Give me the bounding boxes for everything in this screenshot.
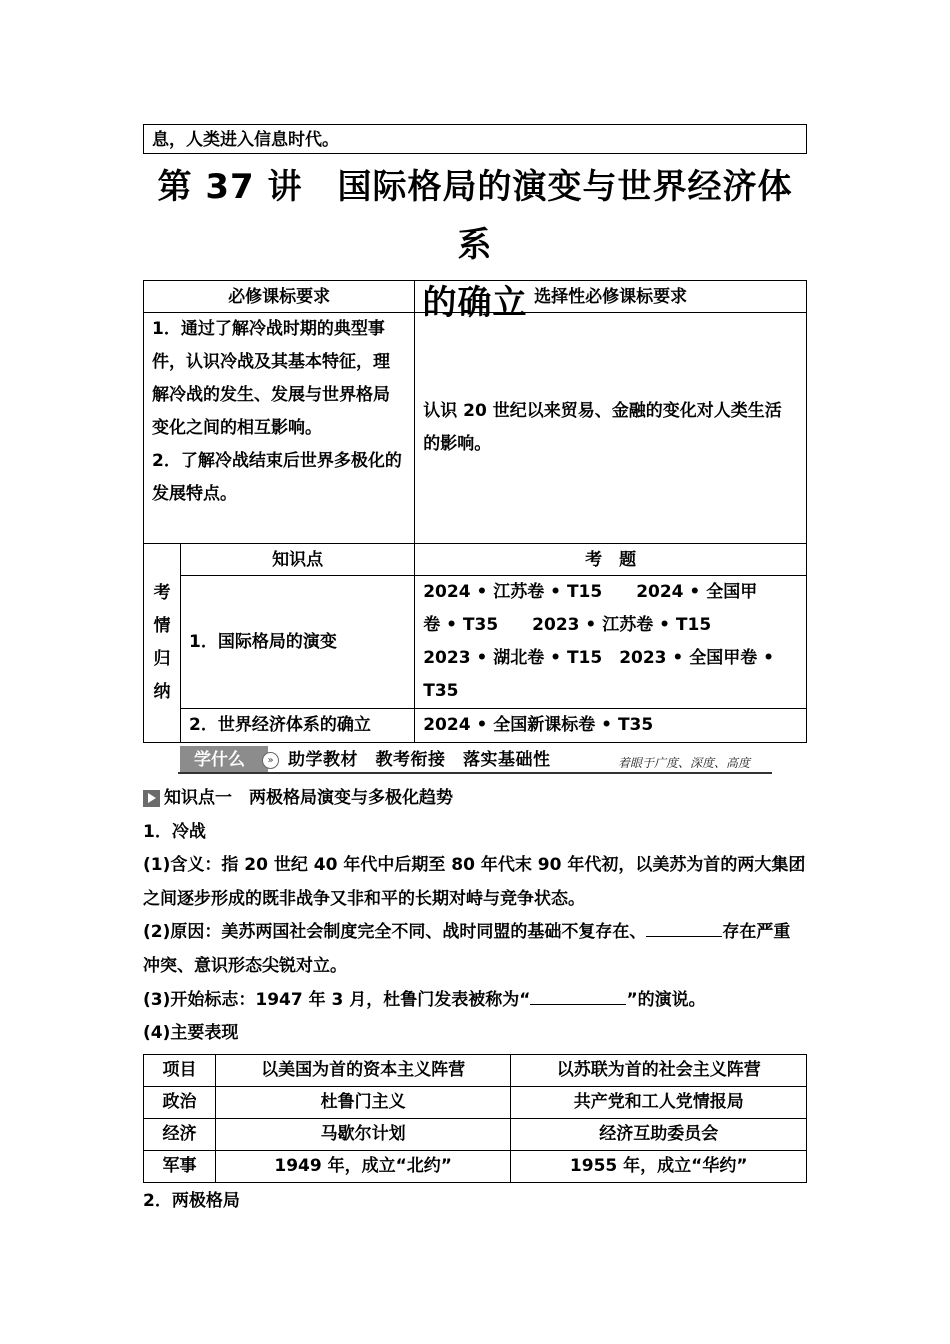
exam-questions-1 [415,576,807,709]
text-span: ”的演说。 [626,989,706,1010]
table-cell: 军事 [144,1151,216,1183]
exam-line: 2024 • 江苏卷 • T15 2024 • 全国甲 [423,582,758,602]
side-char: 归 [153,649,171,669]
paragraph-definition: (1)含义：指 20 世纪 40 年代中后期至 80 年代末 90 年代初，以美苏为首的两大集团之间逐步形成的既非战争又非和平的长期对峙与竞争状态。 [143,855,806,909]
table-cell: 马歇尔计划 [215,1119,511,1151]
table-row [144,1151,807,1183]
compulsory-item-1: 1．通过了解冷战时期的典型事件，认识冷战及其基本特征，理解冷战的发生、发展与世界格局变化之间的相互影响。 [152,319,390,438]
camp-comparison-table [143,1054,807,1183]
chevron-right-icon: » [262,752,279,769]
table-header: 项目 [144,1055,216,1087]
play-triangle-icon [143,790,160,807]
lesson-title-line1: 第 37 讲 国际格局的演变与世界经济体系 [157,167,793,265]
section-banner [178,744,772,776]
text-span: 存在严重冲突、意识形态尖锐对立。 [143,922,791,976]
side-char: 纳 [153,682,171,702]
paragraph-causes [143,916,807,983]
compulsory-requirements [144,313,415,544]
exam-questions-2 [415,709,807,743]
section-heading [143,782,807,816]
subheading-bipolar: 2．两极格局 [143,1191,240,1211]
paragraph-start-sign [143,984,807,1018]
table-cell: 政治 [144,1087,216,1119]
paragraph-main-features: (4)主要表现 [143,1023,239,1044]
banner-subtitle: 着眼于广度、深度、高度 [618,756,751,770]
table-row [144,1119,807,1151]
side-char: 考 [153,583,171,603]
exam-line: 卷 • T35 2023 • 江苏卷 • T15 [423,615,712,635]
compulsory-item-2: 2．了解冷战结束后世界多极化的发展特点。 [152,451,402,504]
banner-title: 助学教材 教考衔接 落实基础性 [288,750,551,770]
lesson-content [143,782,807,1051]
banner-underline [178,772,772,774]
previous-page-fragment: 息，人类进入信息时代。 [143,124,807,154]
knowledge-point-1: 1．国际格局的演变 [180,576,414,709]
table-cell: 经济互助委员会 [511,1119,807,1151]
table-header: 以美国为首的资本主义阵营 [215,1055,511,1087]
table-cell: 杜鲁门主义 [215,1087,511,1119]
text-span: (3)开始标志：1947 年 3 月，杜鲁门发表被称为“ [143,989,531,1010]
compulsory-header: 必修课标要求 [144,281,415,313]
exam-line: 2024 • 全国新课标卷 • T35 [423,715,654,735]
exam-question-header: 考 题 [415,544,807,576]
table-cell: 1949 年，成立“北约” [215,1151,511,1183]
subheading-cold-war: 1．冷战 [143,821,206,842]
curriculum-requirements-table [143,280,807,743]
knowledge-point-header: 知识点 [180,544,414,576]
table-header: 以苏联为首的社会主义阵营 [511,1055,807,1087]
text-span: (2)原因：美苏两国社会制度完全不同、战时同盟的基础不复存在、 [143,922,647,943]
lesson-title-line2: 的确立 [422,283,528,323]
side-char: 情 [153,616,171,636]
knowledge-point-2: 2．世界经济体系的确立 [180,709,414,743]
table-cell: 1955 年，成立“华约” [511,1151,807,1183]
table-cell: 共产党和工人党情报局 [511,1087,807,1119]
fill-blank[interactable] [530,986,626,1005]
table-row [144,1087,807,1119]
elective-requirements: 认识 20 世纪以来贸易、金融的变化对人类生活的影响。 [415,313,807,544]
section-heading-text: 知识点一 两极格局演变与多极化趋势 [164,788,453,808]
banner-tag: 学什么 [180,746,268,774]
elective-header: 选择性必修课标要求 [415,281,807,313]
fill-blank[interactable] [646,918,722,937]
exam-line: 2023 • 湖北卷 • T15 2023 • 全国甲卷 • T35 [423,648,774,701]
table-cell: 经济 [144,1119,216,1151]
exam-summary-label [144,544,181,743]
